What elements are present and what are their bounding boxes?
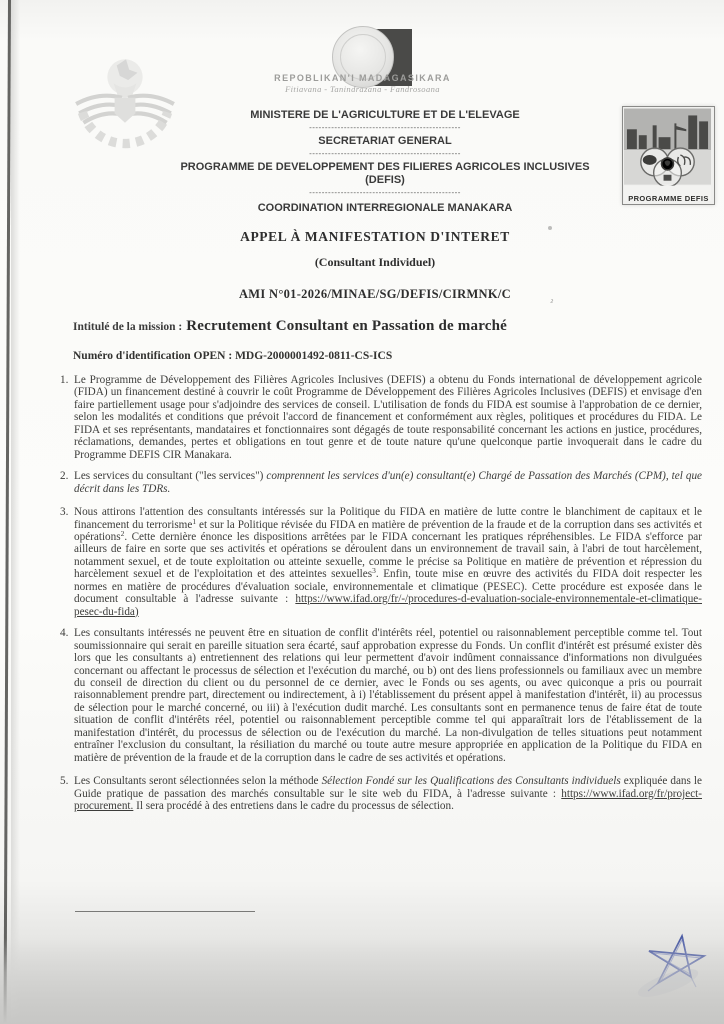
item-number: 2. <box>60 470 69 483</box>
footnote-rule <box>75 911 255 912</box>
text-segment: Sélection Fondé sur les Qualifications des Consultants individuels <box>321 775 621 788</box>
text-segment: Les services du consultant ("les services") <box>74 470 267 483</box>
coordination-title: COORDINATION INTERREGIONALE MANAKARA <box>257 202 513 214</box>
paragraph-text <box>74 506 702 618</box>
paragraph-text <box>74 775 702 812</box>
list-item <box>52 627 702 764</box>
document-link[interactable]: https://www.ifad.org/fr/project-procurement. <box>74 787 702 813</box>
open-id-label: Numéro d'identification OPEN : <box>73 350 233 362</box>
item-number: 5. <box>60 775 69 788</box>
text-segment: 1 <box>192 516 197 526</box>
text-segment: expliquée dans le Guide pratique de passation des marchés consultable sur le site web du FIDA, à l'adresse suivante : <box>74 775 702 800</box>
ministry-title: MINISTERE DE L'AGRICULTURE ET DE L'ELEVAGE <box>250 109 520 121</box>
document-link[interactable]: https://www.ifad.org/fr/-/procedures-d-evaluation-sociale-environnementale-et-climatique-pesec-du-fida) <box>74 593 702 618</box>
mission-label: Intitulé de la mission : <box>73 321 183 333</box>
text-segment: 2 <box>120 528 125 538</box>
republic-motto: Fitiavana - Tanindrazana - Fandrosoana <box>285 84 440 94</box>
paragraph-text <box>74 374 702 461</box>
text-segment: 3 <box>372 566 376 576</box>
republic-name: REPOBLIKAN'I MADAGASIKARA <box>274 73 451 83</box>
text-segment: et sur la Politique révisée du FIDA en matière de prévention de la fraude et de la corruption dans ses activités et opérations <box>74 518 702 543</box>
text-segment: . Cette dernière énonce les dispositions arrêtées par le FIDA concernant les pratiques répréhensibles. Le FIDA s'efforce par ailleurs de faire en sorte que ses activités et opérations se déroulent dans un environnement de travail sain, à l'abri de tout harcèlement, notamment sexuel, et de toute exploitation ou atteinte sexuelle, comme le précise sa Politique en matière de prévention et répression du harcèlement sexuel et de l'exploitation et des atteintes sexuelles <box>74 530 702 581</box>
scan-bottom-shadow <box>0 938 724 1024</box>
item-number: 4. <box>60 627 69 640</box>
text-segment: Les consultants intéressés ne peuvent être en situation de conflit d'intérêts réel, potentiel ou raisonnablement perceptible comme tel. Tout soumissionnaire qui serait en pareille situation sera écarté, sauf approbation expresse du Fonds. Un conflit d'intérêt est présumé exister dès lors que les consultants a) entretiennent des relations qui leur permettent d'avoir indûment connaissance d'informations non divulguées concernant ou affectant le processus de sélection et l'exécution du marché, ou b) ont des liens professionnels ou familiaux avec un membre du conseil de direction du client ou du personnel de ce dernier, avec le Fonds ou ses agents, ou avec quiconque a pris ou pourrait raisonnablement prendre part, directement ou indirectement, à i) l'établissement du présent appel à manifestation d'intérêt, ii) au processus de sélection pour le marché concerné, ou iii) à l'exécution dudit marché. Les consultants sont en permanence tenus de faire état de toute situation de conflit d'intérêts réel, potentiel ou raisonnablement perceptible comme tel qui apparaîtrait lors de l'établissement de la manifestation d'intérêt, du processus de sélection ou de l'exécution du marché. La non-divulgation de telles situations peut notamment entraîner l'exclusion du consultant, la résiliation du marché ou toute autre mesure appropriée en application de la Politique du FIDA en matière de prévention de la fraude et de la corruption dans le cadre de ses activités et opérations. <box>74 627 702 764</box>
defis-logo-caption: PROGRAMME DEFIS <box>628 194 709 203</box>
scan-edge-shadow <box>11 0 20 1024</box>
numbered-list <box>52 374 702 822</box>
program-title: PROGRAMME DE DEVELOPPEMENT DES FILIERES AGRICOLES INCLUSIVES <box>180 161 590 173</box>
paragraph-text <box>74 627 702 764</box>
text-segment: Nous attirons l'attention des consultants intéressés sur la Politique du FIDA en matière de lutte contre le blanchiment de capitaux et le financement du terrorisme <box>74 506 702 531</box>
open-id-value: MDG-2000001492-0811-CS-ICS <box>235 350 393 362</box>
document-title: APPEL À MANIFESTATION D'INTERET <box>240 229 510 244</box>
mission-value: Recrutement Consultant en Passation de marché <box>186 318 508 334</box>
text-segment: Les Consultants seront sélectionnées selon la méthode <box>74 775 322 788</box>
document-subtitle: (Consultant Individuel) <box>314 255 436 269</box>
ink-mark: ₂ <box>549 292 556 304</box>
separator-line: ------------------------------------------------ <box>309 150 461 158</box>
text-segment: comprennent les services d'un(e) consultant(e) Chargé de Passation des Marchés (CPM), tel que décrit dans les TDRs. <box>74 470 703 495</box>
list-item <box>52 470 702 495</box>
text-segment: . Enfin, toute mise en œuvre des activités du FIDA doit respecter les normes en matière de procédures d'évaluation sociale, environnementale et climatique (PESEC). Cette procédure est exposée dans le document consultable à l'adresse suivante : <box>74 568 703 606</box>
list-item <box>52 374 702 461</box>
list-item <box>52 506 702 618</box>
list-item <box>52 775 702 812</box>
paragraph-text <box>74 470 702 495</box>
item-number: 1. <box>60 374 69 386</box>
item-number: 3. <box>60 506 69 519</box>
separator-line: ------------------------------------------------ <box>309 189 461 197</box>
secretariat-title: SECRETARIAT GENERAL <box>318 135 452 147</box>
text-segment: Il sera procédé à des entretiens dans le cadre du processus de sélection. <box>133 800 454 813</box>
separator-line: ------------------------------------------------ <box>309 124 461 132</box>
text-segment: Le Programme de Développement des Filières Agricoles Inclusives (DEFIS) a obtenu du Fonds international de développement agricole (FIDA) un financement destiné à couvrir le coût Programme de Développement des Filières Agricoles Inclusives (DEFIS) et envisage d'en faire partiellement usage pour s'adjoindre des services de conseil. L'utilisation de fonds du FIDA est soumise à l'approbation de ce dernier, selon les modalités et conditions que prévoit l'accord de financement et conformément aux règles, politiques et procédures du FIDA. Le FIDA et ses représentants, mandataires et fonctionnaires sont dégagés de toute responsabilité concernant les actions en justice, procédures, réclamations, demandes, pertes et obligations en tout genre et de toute nature qu'une quelconque partie invoquerait dans le cadre du Programme DEFIS CIR Manakara. <box>74 374 702 461</box>
reference-number: AMI N°01-2026/MINAE/SG/DEFIS/CIRMNK/C <box>238 287 511 301</box>
scan-edge-line <box>4 0 11 1024</box>
program-title-acronym: (DEFIS) <box>365 174 405 186</box>
scan-dot-artifact <box>548 226 552 230</box>
